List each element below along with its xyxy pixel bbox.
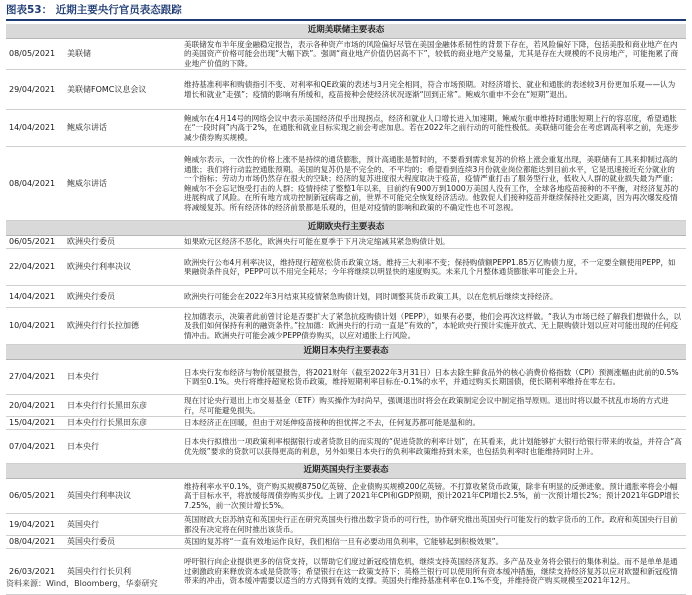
table-row (6, 70, 686, 110)
row-date: 22/04/2021 (6, 249, 64, 286)
row-event: 英国央行委员 (64, 536, 180, 549)
table-row (6, 536, 686, 549)
table-row (6, 308, 686, 345)
section-header-label: 近期欧央行主要表态 (6, 221, 686, 236)
row-date: 26/03/2021 (6, 549, 64, 595)
table-row (6, 147, 686, 221)
row-text: 日本经济正在回暖，但由于对延伸疫苗接种的担忧挥之不去，任何复苏都可能是温和的。 (180, 417, 686, 430)
statements-table (6, 24, 686, 595)
row-date: 19/04/2021 (6, 514, 64, 536)
row-event: 鲍威尔讲话 (64, 147, 180, 221)
row-event: 欧洲央行委员 (64, 286, 180, 308)
section-header-ecb (6, 221, 686, 236)
section-header-boe (6, 464, 686, 479)
row-text: 欧洲央行可能会在2022年3月结束其疫情紧急购债计划，同时调整其货币政策工具，以在危机后继续支持经济。 (180, 286, 686, 308)
table-row (6, 417, 686, 430)
table-row (6, 479, 686, 514)
row-text: 现在讨论央行退出上市交易基金（ETF）购买操作为时尚早，强调退出时将会在政策制定会议中制定指导原则。退出时将以最不扰乱市场的方式进行，尽可能避免损失。 (180, 395, 686, 417)
source-note: 资料来源：Wind，Bloomberg，华泰研究 (6, 579, 158, 588)
row-date: 29/04/2021 (6, 70, 64, 110)
table-row (6, 286, 686, 308)
row-date: 07/04/2021 (6, 430, 64, 464)
row-text: 日本央行拟推出一项政策利率根据银行或者贷款目的而实现的“促进贷款的利率计划”，在其看来，此计划能够扩大银行给银行带来的收益，并符合“高优先级”要求的贷款可以获得更高的利息，另外如果日本央行的负利率政策维持到未来，也包括负利率时也能维持同时上升。 (180, 430, 686, 464)
row-event: 日本央行 (64, 430, 180, 464)
row-event: 美联储 (64, 39, 180, 70)
row-date: 08/04/2021 (6, 536, 64, 549)
table-row (6, 39, 686, 70)
title-rule (6, 19, 686, 21)
row-text: 鲍威尔在4月14号的网络会议中表示美国经济似乎出现拐点，经济和就业人口增长进入加速期。鲍威尔重申维持时通胀短期上行的容忍度，希望通胀在“一段时间”内高于2%，在通胀和就业目标实现之前会考虑加息。若在2022年之前行动的可能性极低。美联储可能会在考虑调高利率之前，先逐步减少债券购买规模。 (180, 110, 686, 147)
row-event: 英国央行行长贝利 (64, 549, 180, 595)
row-event: 日本央行 (64, 360, 180, 395)
row-event: 美联储FOMC议息会议 (64, 70, 180, 110)
row-date: 08/04/2021 (6, 147, 64, 221)
row-date: 10/04/2021 (6, 308, 64, 345)
row-text: 英国的复苏将“一直有效地运作良好，我们相信一旦有必要动用负利率，它能够起到积极效果”。 (180, 536, 686, 549)
row-date: 27/04/2021 (6, 360, 64, 395)
row-event: 日本央行行长黑田东彦 (64, 417, 180, 430)
row-event: 英国央行 (64, 514, 180, 536)
row-date: 20/04/2021 (6, 395, 64, 417)
row-event: 欧洲央行委员 (64, 236, 180, 249)
table-row (6, 360, 686, 395)
row-date: 08/05/2021 (6, 39, 64, 70)
row-text: 日本央行发布经济与物价展望报告，将2021财年（截至2022年3月31日）日本去除生鲜食品外的核心消费价格指数（CPI）预测涨幅由此前的0.5%下调至0.1%。央行将维持超宽松货币政策，维持短期利率目标在-0.1%的水平，并通过购买长期国债，使长期利率维持在零左右。 (180, 360, 686, 395)
figure-title: 图表53： 近期主要央行官员表态跟踪 (6, 4, 182, 16)
row-date: 15/04/2021 (6, 417, 64, 430)
row-event: 欧洲央行行长拉加德 (64, 308, 180, 345)
table-row (6, 236, 686, 249)
row-date: 14/04/2021 (6, 110, 64, 147)
row-text: 维持基准利率和购债指引不变、对利率和QE政策的表述与3月完全相同，符合市场预期。对经济增长、就业和通胀的表述较3月份更加乐观——认为增长和就业“走强”；疫情的影响有所缓和，疫苗接种会使经济状况逐渐“回到正常”。鲍威尔重申不会在“短期”退出。 (180, 70, 686, 110)
row-text: 维持利率水平0.1%，资产购买规模8750亿英镑、企业债购买规模200亿英镑。不打算收紧货币政策，除非有明显的反弹迹象。预计通胀率将会小幅高于目标水平，将放缓每周债券购买步伐。上调了2021年CPI和GDP预期，预计2021年CPI增长2.5%，前一次预计增长2%；预计2021年GDP增长7.25%，前一次预计增长5%。 (180, 479, 686, 514)
row-text: 如果欧元区经济不恶化，欧洲央行可能在夏季于下月决定缩减其紧急购债计划。 (180, 236, 686, 249)
row-event: 欧洲央行利率决议 (64, 249, 180, 286)
row-event: 英国央行利率决议 (64, 479, 180, 514)
section-header-boj (6, 345, 686, 360)
row-text: 鲍威尔表示，一次性的价格上涨不是持续的通货膨胀，预计高通胀是暂时的，不要看到需求复苏的价格上涨会重复出现，美联储有工具来抑制过高的通胀；我们将行动监控通胀预期。美国的复苏仍是不完全的、不平均的；希望看到连续3月份就业岗位都能达到目前水平，它是迅速接近充分就业的一个指标；劳动力市场仍然存在很大的空缺；经济的复苏进度很大程度取决于疫苗，疫情严重打击了服务型行业，低收入人群的就业损失最为严重；鲍威尔不会忘记饱受打击的人群；疫情持续了整整1年以来，目前约有900万到1000万美国人没有工作，全球各地疫苗接种的不平衡，对经济复苏的进展构成了风险。在所有地方成功控制新冠病毒之前，世界不可能完全恢复经济活动。他敦促人们接种疫苗并继续保持社交距离，因为再次爆发疫情将减缓复苏。所有经济体的经济前景都是乐观的，但是对疫情的影响和政策的不确定性也不可忽视。 (180, 147, 686, 221)
table-row (6, 110, 686, 147)
row-event: 鲍威尔讲话 (64, 110, 180, 147)
section-header-label: 近期英国央行主要表态 (6, 464, 686, 479)
row-date: 14/04/2021 (6, 286, 64, 308)
row-date: 06/05/2021 (6, 479, 64, 514)
row-text: 美联储发布半年度金融稳定报告，表示各种资产市场的风险偏好尽管在美国金融体系韧性的背景下存在，若风险偏好下降，包括美股和商业地产在内的美国资产价格可能会出现“大幅下跌”。强调“商业地产价值仍居高不下”，较低的商业地产交易量，尤其是存在大规模的不良房地产，可能拖累了商业地产价值的下降。 (180, 39, 686, 70)
row-text: 呼吁银行向企业提供更多的信贷支持，以帮助它们度过新冠疫情危机，继续支持英国经济复苏。多产品及业务将会银行的集体利益。而不是单单是通过刺激政府来释放资本或是贷款等；希望银行在这一政策支持下；英格兰银行可以使用所有资本缓冲措施，继续支持经济复苏以应对欧盟和新冠疫情带来的冲击，资本缓冲需要以适当的方式得到有效的支撑。英国央行维持基准利率在0.1%不变，并维持资产购买规模至2021年12月。 (180, 549, 686, 595)
table-row (6, 249, 686, 286)
row-text: 欧洲央行公布4月利率决议，维持现行超宽松货币政策立场。维持三大利率不变；保持购债额PEPP1.85万亿购债力度，不一定要全额使用PEPP，如果融资条件良好，PEPP可以不用完全耗尽；今年将继续以明显快的速度购买。未来几个月整体通货膨胀率可能会上升。 (180, 249, 686, 286)
section-header-label: 近期日本央行主要表态 (6, 345, 686, 360)
row-text: 拉加德表示，决策者此前曾讨论是否要扩大了紧急抗疫购债计划（PEPP），如果有必要，他们会再次这样做。“我认为市场已经了解我们想做什么，以及我们如何保持有利的融资条件。”拉加德：欧洲央行的行动一直是“有效的”，本轮欧央行预计实施开放式、无上限购债计划以应对可能出现的任何疫情冲击。欧洲央行可能会减少PEPP债券购买，以应对通胀上行风险。 (180, 308, 686, 345)
row-event: 日本央行行长黑田东彦 (64, 395, 180, 417)
row-date: 06/05/2021 (6, 236, 64, 249)
table-row (6, 430, 686, 464)
section-header-label: 近期美联储主要表态 (6, 24, 686, 39)
table-row (6, 514, 686, 536)
section-header-fed (6, 24, 686, 39)
table-row (6, 395, 686, 417)
row-text: 英国财政大臣苏纳克和英国央行正在研究英国央行推出数字货币的可行性，协作研究推出英国央行可能发行的数字货币的工作。政府和英国央行目前都没有决定将在何时推出该货币。 (180, 514, 686, 536)
